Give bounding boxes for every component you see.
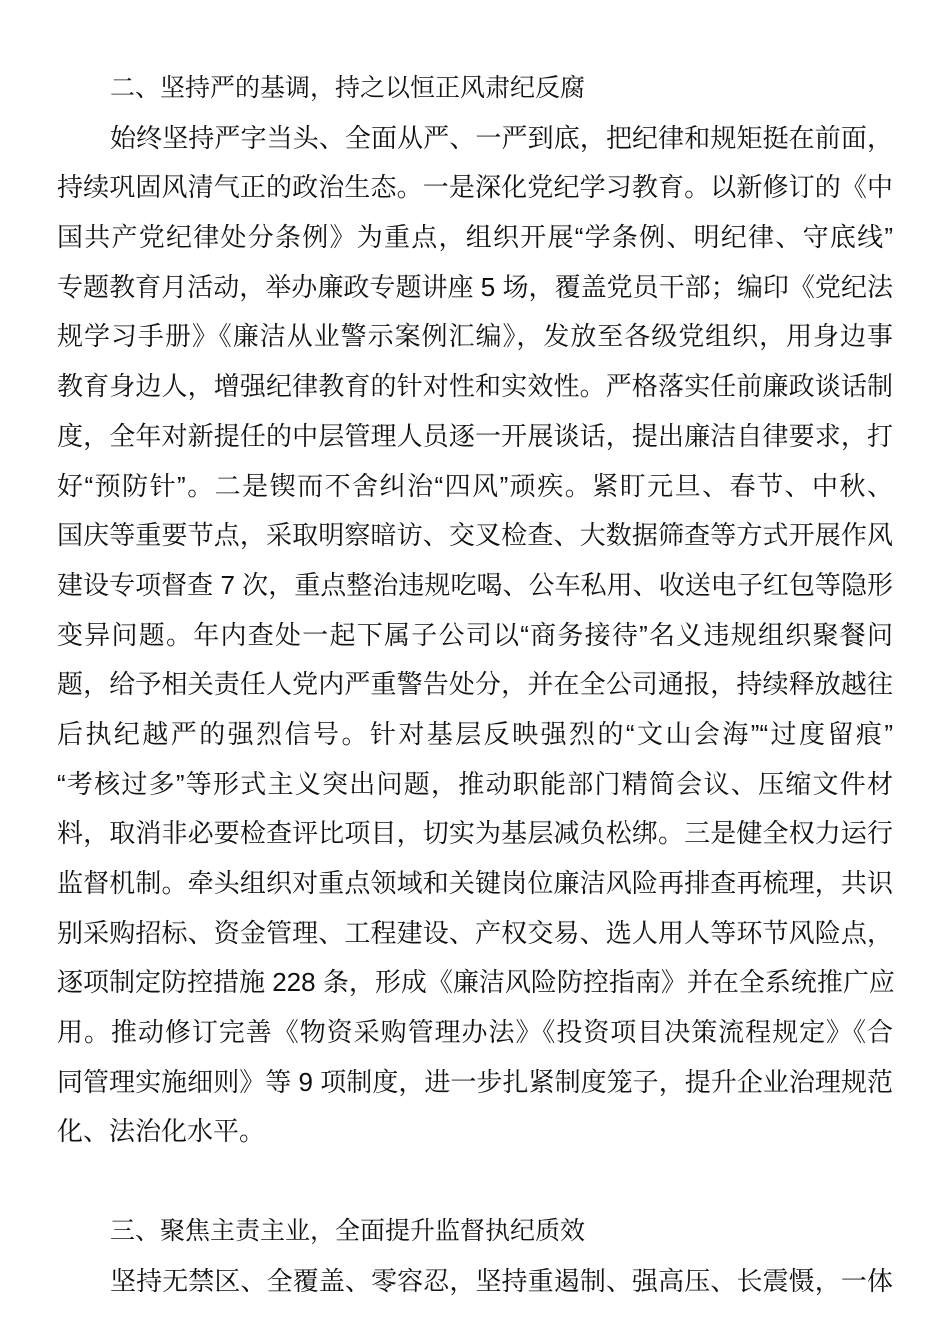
paragraph-line: 逐项制定防控措施 228 条，形成《廉洁风险防控指南》并在全系统推广应 [57, 967, 895, 998]
paragraph-line: 化、法治化水平。 [57, 1116, 266, 1147]
paragraph-line: 教育身边人，增强纪律教育的针对性和实效性。严格落实任前廉政谈话制 [57, 371, 893, 402]
paragraph-line: 度，全年对新提任的中层管理人员逐一开展谈话，提出廉洁自律要求，打 [57, 420, 893, 451]
paragraph-line: 别采购招标、资金管理、工程建设、产权交易、选人用人等环节风险点， [57, 917, 893, 948]
paragraph-line: 监督机制。牵头组织对重点领域和关键岗位廉洁风险再排查再梳理，共识 [57, 868, 893, 898]
section-heading: 三、聚焦主责主业，全面提升监督执纪质效 [110, 1216, 586, 1245]
paragraph-line: 变异问题。年内查处一起下属子公司以“商务接待”名义违规组织聚餐问 [57, 619, 893, 650]
paragraph-line: 后执纪越严的强烈信号。针对基层反映强烈的“文山会海”“过度留痕” [57, 718, 893, 749]
paragraph [57, 114, 893, 1157]
section-heading: 二、坚持严的基调，持之以恒正风肃纪反腐 [110, 74, 586, 102]
paragraph-line: “考核过多”等形式主义突出问题，推动职能部门精简会议、压缩文件材 [57, 768, 893, 799]
paragraph-line: 同管理实施细则》等 9 项制度，进一步扎紧制度笼子，提升企业治理规范 [57, 1066, 893, 1097]
paragraph-line: 国庆等重要节点，采取明察暗访、交叉检查、大数据筛查等方式开展作风 [57, 520, 893, 551]
paragraph-line: 用。推动修订完善《物资采购管理办法》《投资项目决策流程规定》《合 [57, 1017, 893, 1048]
paragraph-line: 规学习手册》《廉洁从业警示案例汇编》，发放至各级党组织，用身边事 [57, 321, 893, 352]
paragraph [57, 1257, 893, 1307]
paragraph-line: 专题教育月活动，举办廉政专题讲座 5 场，覆盖党员干部；编印《党纪法 [57, 271, 893, 302]
paragraph-line: 坚持无禁区、全覆盖、零容忍，坚持重遏制、强高压、长震慑，一体 [110, 1265, 893, 1296]
paragraph-line: 好“预防针”。二是锲而不舍纠治“四风”顽疾。紧盯元旦、春节、中秋、 [57, 470, 893, 501]
paragraph-line: 持续巩固风清气正的政治生态。一是深化党纪学习教育。以新修订的《中 [57, 172, 893, 203]
paragraph-line: 料，取消非必要检查评比项目，切实为基层减负松绑。三是健全权力运行 [57, 818, 893, 849]
paragraph-line: 国共产党纪律处分条例》为重点，组织开展“学条例、明纪律、守底线” [57, 222, 893, 253]
document-page [57, 64, 893, 1306]
paragraph-line: 建设专项督查 7 次，重点整治违规吃喝、公车私用、收送电子红包等隐形 [57, 569, 893, 600]
paragraph-spacer [57, 1157, 893, 1207]
paragraph-line: 题，给予相关责任人党内严重警告处分，并在全公司通报，持续释放越往 [57, 669, 893, 700]
paragraph-line: 始终坚持严字当头、全面从严、一严到底，把纪律和规矩挺在前面， [110, 122, 893, 153]
